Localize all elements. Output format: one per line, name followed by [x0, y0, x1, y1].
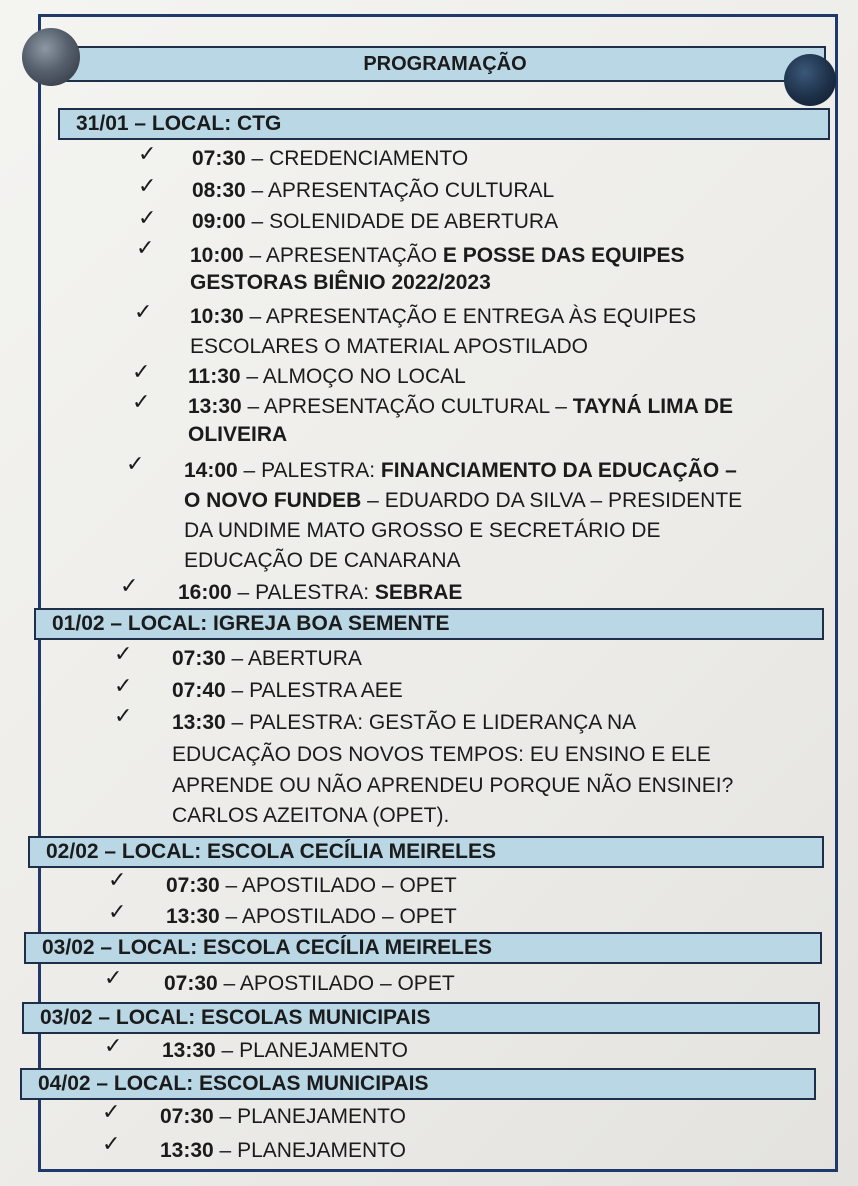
- schedule-item-continuation: [184, 546, 461, 575]
- item-text-bold: OLIVEIRA: [188, 423, 288, 446]
- item-text-bold: GESTORAS BIÊNIO 2022/2023: [190, 271, 491, 294]
- item-text: PLANEJAMENTO: [237, 1105, 406, 1128]
- item-dash: –: [219, 874, 242, 897]
- schedule-item: [192, 176, 554, 205]
- item-time: 14:00: [184, 459, 238, 482]
- item-time: 10:00: [190, 244, 244, 267]
- item-text: CREDENCIAMENTO: [269, 147, 469, 170]
- item-text: ABERTURA: [247, 647, 362, 670]
- check-icon: ✓: [102, 1099, 121, 1124]
- check-icon: ✓: [114, 703, 133, 728]
- item-dash: –: [237, 459, 262, 482]
- item-text: PLANEJAMENTO: [237, 1139, 406, 1162]
- item-text-bold: O NOVO FUNDEB: [184, 489, 362, 512]
- schedule-item: [166, 871, 457, 900]
- item-dash: –: [243, 305, 266, 328]
- item-text: PALESTRA AEE: [249, 679, 403, 702]
- item-text: PALESTRA:: [255, 581, 375, 604]
- item-text-bold: TAYNÁ LIMA DE: [572, 395, 734, 418]
- check-icon: ✓: [120, 573, 139, 598]
- item-text: – EDUARDO DA SILVA – PRESIDENTE: [361, 489, 743, 512]
- item-time: 13:30: [160, 1139, 214, 1162]
- item-time: 07:30: [160, 1105, 214, 1128]
- check-icon: ✓: [126, 451, 145, 476]
- schedule-item-continuation: [190, 268, 491, 297]
- item-text: APRENDE OU NÃO APRENDEU PORQUE NÃO ENSINEI?: [172, 774, 734, 797]
- item-text: DA UNDIME MATO GROSSO E SECRETÁRIO DE: [184, 519, 661, 542]
- section-header-02-02: 02/02 – LOCAL: ESCOLA CECÍLIA MEIRELES: [28, 836, 824, 868]
- item-text: APOSTILADO – OPET: [239, 972, 455, 995]
- schedule-item: [172, 676, 403, 705]
- item-text: APRESENTAÇÃO CULTURAL: [267, 179, 555, 202]
- schedule-item-continuation: [172, 801, 449, 830]
- item-dash: –: [219, 905, 242, 928]
- item-text: APOSTILADO – OPET: [241, 905, 457, 928]
- schedule-item: [166, 902, 457, 931]
- item-time: 13:30: [188, 395, 242, 418]
- check-icon: ✓: [132, 389, 151, 414]
- schedule-item: [184, 456, 737, 485]
- schedule-item: [188, 362, 466, 391]
- item-dash: –: [245, 147, 270, 170]
- item-text: SOLENIDADE DE ABERTURA: [269, 210, 559, 233]
- schedule-item-continuation: [184, 516, 660, 545]
- page-title: PROGRAMAÇÃO: [64, 46, 826, 82]
- item-time: 07:40: [172, 679, 226, 702]
- item-text: PALESTRA:: [261, 459, 381, 482]
- check-icon: ✓: [114, 673, 133, 698]
- schedule-item-continuation: [172, 740, 711, 769]
- item-text: PLANEJAMENTO: [239, 1039, 408, 1062]
- schedule-item: [160, 1102, 406, 1131]
- check-icon: ✓: [104, 1033, 123, 1058]
- section-header-01-02: 01/02 – LOCAL: IGREJA BOA SEMENTE: [34, 608, 824, 640]
- schedule-item: [172, 644, 362, 673]
- check-icon: ✓: [138, 205, 157, 230]
- item-dash: –: [225, 711, 250, 734]
- check-icon: ✓: [138, 173, 157, 198]
- check-icon: ✓: [102, 1131, 121, 1156]
- item-text: APRESENTAÇÃO: [265, 244, 443, 267]
- item-dash: –: [217, 972, 240, 995]
- item-dash: –: [245, 210, 270, 233]
- schedule-item: [164, 969, 455, 998]
- schedule-item: [178, 578, 462, 607]
- item-time: 16:00: [178, 581, 232, 604]
- schedule-item-continuation: [188, 420, 287, 449]
- item-dash: –: [225, 679, 250, 702]
- item-text: ESCOLARES O MATERIAL APOSTILADO: [190, 335, 588, 358]
- schedule-item: [172, 708, 636, 737]
- item-dash: –: [213, 1105, 238, 1128]
- check-icon: ✓: [108, 899, 127, 924]
- item-text-bold: E POSSE DAS EQUIPES: [442, 244, 685, 267]
- check-icon: ✓: [138, 141, 157, 166]
- item-time: 10:30: [190, 305, 244, 328]
- schedule-item-continuation: [184, 486, 742, 515]
- item-text: APRESENTAÇÃO E ENTREGA ÀS EQUIPES: [265, 305, 697, 328]
- item-text: EDUCAÇÃO DOS NOVOS TEMPOS: EU ENSINO E ELE: [172, 743, 711, 766]
- item-text: APOSTILADO – OPET: [241, 874, 457, 897]
- schedule-item: [160, 1136, 406, 1165]
- item-time: 07:30: [192, 147, 246, 170]
- section-header-03-02-cecilia: 03/02 – LOCAL: ESCOLA CECÍLIA MEIRELES: [24, 932, 822, 964]
- item-time: 08:30: [192, 179, 246, 202]
- item-dash: –: [213, 1139, 238, 1162]
- item-text: APRESENTAÇÃO CULTURAL –: [263, 395, 573, 418]
- item-time: 13:30: [166, 905, 220, 928]
- pushpin-left-icon: [22, 28, 80, 86]
- item-dash: –: [243, 244, 266, 267]
- item-dash: –: [240, 365, 263, 388]
- item-dash: –: [215, 1039, 240, 1062]
- section-header-04-02: 04/02 – LOCAL: ESCOLAS MUNICIPAIS: [20, 1068, 816, 1100]
- pushpin-right-icon: [784, 54, 836, 106]
- schedule-item: [190, 241, 684, 270]
- check-icon: ✓: [132, 359, 151, 384]
- item-time: 07:30: [166, 874, 220, 897]
- check-icon: ✓: [104, 965, 123, 990]
- section-header-31-01: 31/01 – LOCAL: CTG: [58, 108, 830, 140]
- check-icon: ✓: [134, 299, 153, 324]
- schedule-item: [162, 1036, 408, 1065]
- schedule-item-continuation: [172, 771, 733, 800]
- item-dash: –: [231, 581, 256, 604]
- check-icon: ✓: [136, 235, 155, 260]
- item-text: CARLOS AZEITONA (OPET).: [172, 804, 450, 827]
- schedule-item-continuation: [190, 332, 588, 361]
- section-header-03-02-municipais: 03/02 – LOCAL: ESCOLAS MUNICIPAIS: [22, 1002, 820, 1034]
- item-time: 13:30: [172, 711, 226, 734]
- schedule-item: [188, 392, 733, 421]
- item-time: 07:30: [172, 647, 226, 670]
- item-text: PALESTRA: GESTÃO E LIDERANÇA NA: [249, 711, 637, 734]
- item-dash: –: [241, 395, 264, 418]
- item-time: 07:30: [164, 972, 218, 995]
- item-dash: –: [245, 179, 268, 202]
- schedule-item: [192, 207, 558, 236]
- schedule-item: [190, 302, 696, 331]
- check-icon: ✓: [108, 867, 127, 892]
- item-text: ALMOÇO NO LOCAL: [262, 365, 466, 388]
- item-time: 11:30: [188, 365, 241, 388]
- item-time: 09:00: [192, 210, 246, 233]
- check-icon: ✓: [114, 641, 133, 666]
- item-text: EDUCAÇÃO DE CANARANA: [184, 549, 461, 572]
- item-text-bold: SEBRAE: [374, 581, 463, 604]
- item-time: 13:30: [162, 1039, 216, 1062]
- item-text-bold: FINANCIAMENTO DA EDUCAÇÃO –: [380, 459, 737, 482]
- schedule-item: [192, 144, 468, 173]
- item-dash: –: [225, 647, 248, 670]
